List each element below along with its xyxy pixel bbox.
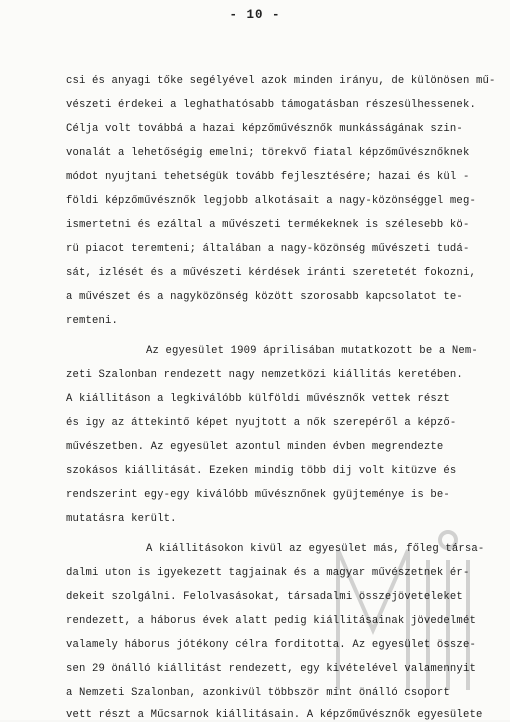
text-line: vett részt a Műcsarnok kiállitásain. A képzőművésznők egyesülete (66, 709, 483, 721)
text-line: ismertetni és ezáltal a művészeti termékeknek is szélesebb kö- (66, 219, 470, 231)
paragraph-first-line: Az egyesület 1909 áprilisában mutatkozott be a Nem- (146, 345, 478, 357)
text-line: földi képzőművésznők legjobb alkotásait a nagy-közönséggel meg- (66, 195, 476, 207)
text-line: remteni. (66, 315, 119, 327)
text-line: rendszerint egy-egy kiválóbb művésznőnek gyüjteménye is be- (66, 489, 450, 501)
text-line: módot nyujtani tehetségük tovább fejlesztésére; hazai és kül - (66, 171, 470, 183)
text-line: vonalát a lehetőségig emelni; törekvő fiatal képzőművésznőknek (66, 147, 470, 159)
text-line: dalmi uton is igyekezett tagjainak és a magyar művészetnek ér- (66, 567, 470, 579)
text-line: vészeti érdekei a leghathatósabb támogatásban részesülhessenek. (66, 99, 476, 111)
text-line: dekeit szolgálni. Felolvasásokat, társadalmi összejöveteleket (66, 591, 463, 603)
text-line: A kiállitáson a legkiválóbb külföldi művésznők vettek részt (66, 393, 450, 405)
text-line: zeti Szalonban rendezett nagy nemzetközi kiállitás keretében. (66, 369, 463, 381)
text-line: rü piacot teremteni; általában a nagy-közönség művészeti tudá- (66, 243, 470, 255)
text-line: rendezett, a háborus évek alatt pedig kiállitásainak jövedelmét (66, 615, 476, 627)
text-line: sen 29 önálló kiállitást rendezett, egy kivételével valamennyit (66, 663, 476, 675)
text-line: Célja volt továbbá a hazai képzőművésznők munkásságának szin- (66, 123, 463, 135)
text-line: mutatásra került. (66, 513, 177, 525)
paragraph-first-line: A kiállitásokon kivül az egyesület más, főleg társa- (146, 543, 485, 555)
text-line: a Nemzeti Szalonban, azonkivül többször mint önálló csoport (66, 687, 450, 699)
text-line: és igy az áttekintő képet nyujtott a nők szerepéről a képző- (66, 417, 457, 429)
text-line: szokásos kiállitását. Ezeken mindig több dij volt kitüzve és (66, 465, 457, 477)
text-line: művészetben. Az egyesület azontul minden évben megrendezte (66, 441, 444, 453)
text-line: a művészet és a nagyközönség között szorosabb kapcsolatot te- (66, 291, 463, 303)
text-line: valamely háborus jótékony célra forditotta. Az egyesület össze- (66, 639, 476, 651)
page-number: - 10 - (229, 8, 281, 22)
text-line: sát, izlését és a művészeti kérdések iránti szeretetét fokozni, (66, 267, 476, 279)
text-line: csi és anyagi tőke segélyével azok minden irányu, de különösen mű- (66, 75, 496, 87)
